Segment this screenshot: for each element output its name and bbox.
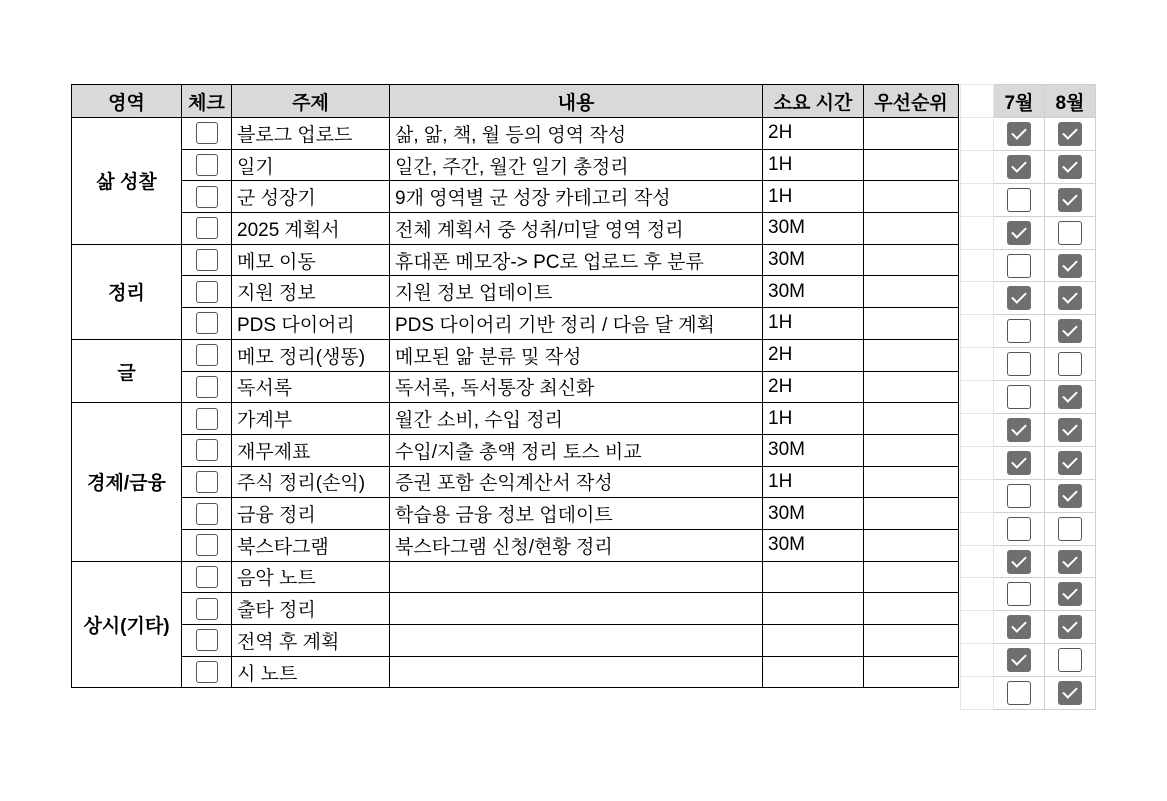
month-row bbox=[961, 183, 1096, 216]
table-row bbox=[72, 308, 959, 340]
july-checkbox[interactable] bbox=[1007, 352, 1031, 376]
content-cell: 9개 영역별 군 성장 카테고리 작성 bbox=[390, 181, 763, 213]
august-checkbox[interactable] bbox=[1058, 550, 1082, 574]
july-checkbox[interactable] bbox=[1007, 517, 1031, 541]
august-checkbox[interactable] bbox=[1058, 418, 1082, 442]
time-cell: 1H bbox=[763, 403, 864, 435]
header-check: 체크 bbox=[182, 85, 232, 118]
area-label: 상시(기타) bbox=[72, 561, 182, 688]
august-checkbox[interactable] bbox=[1058, 681, 1082, 705]
time-cell bbox=[763, 561, 864, 593]
time-cell: 30M bbox=[763, 213, 864, 245]
topic-cell: 블로그 업로드 bbox=[232, 118, 390, 150]
content-cell bbox=[390, 656, 763, 688]
task-checkbox[interactable] bbox=[196, 154, 218, 176]
check-cell bbox=[182, 371, 232, 403]
month-gap-cell bbox=[961, 578, 994, 611]
july-cell bbox=[994, 381, 1045, 414]
month-gap-cell bbox=[961, 315, 994, 348]
content-cell: 전체 계획서 중 성취/미달 영역 정리 bbox=[390, 213, 763, 245]
content-cell: 학습용 금융 정보 업데이트 bbox=[390, 498, 763, 530]
topic-cell: 지원 정보 bbox=[232, 276, 390, 308]
month-gap-cell bbox=[961, 512, 994, 545]
july-cell bbox=[994, 150, 1045, 183]
month-row bbox=[961, 216, 1096, 249]
month-row bbox=[961, 644, 1096, 677]
july-cell bbox=[994, 315, 1045, 348]
content-cell bbox=[390, 593, 763, 625]
task-checkbox[interactable] bbox=[196, 566, 218, 588]
task-checkbox[interactable] bbox=[196, 122, 218, 144]
check-cell bbox=[182, 118, 232, 150]
task-checkbox[interactable] bbox=[196, 344, 218, 366]
august-checkbox[interactable] bbox=[1058, 451, 1082, 475]
july-cell bbox=[994, 446, 1045, 479]
topic-cell: 출타 정리 bbox=[232, 593, 390, 625]
month-row bbox=[961, 611, 1096, 644]
july-checkbox[interactable] bbox=[1007, 550, 1031, 574]
month-gap-cell bbox=[961, 677, 994, 710]
topic-cell: 독서록 bbox=[232, 371, 390, 403]
month-row bbox=[961, 150, 1096, 183]
july-cell bbox=[994, 545, 1045, 578]
task-checkbox[interactable] bbox=[196, 217, 218, 239]
table-row bbox=[72, 403, 959, 435]
month-gap-cell bbox=[961, 249, 994, 282]
table-row bbox=[72, 561, 959, 593]
july-checkbox[interactable] bbox=[1007, 221, 1031, 245]
month-row bbox=[961, 512, 1096, 545]
time-cell: 1H bbox=[763, 466, 864, 498]
august-checkbox[interactable] bbox=[1058, 582, 1082, 606]
priority-cell[interactable] bbox=[864, 498, 959, 530]
table-row bbox=[72, 529, 959, 561]
task-checkbox[interactable] bbox=[196, 249, 218, 271]
august-cell bbox=[1045, 381, 1096, 414]
priority-cell[interactable] bbox=[864, 403, 959, 435]
time-cell bbox=[763, 625, 864, 657]
table-row bbox=[72, 181, 959, 213]
priority-cell[interactable] bbox=[864, 276, 959, 308]
content-cell bbox=[390, 561, 763, 593]
month-gap-cell bbox=[961, 479, 994, 512]
august-cell bbox=[1045, 414, 1096, 447]
month-gap-cell bbox=[961, 150, 994, 183]
header-july: 7월 bbox=[994, 85, 1045, 118]
july-cell bbox=[994, 479, 1045, 512]
topic-cell: 메모 정리(생똥) bbox=[232, 339, 390, 371]
table-row bbox=[72, 498, 959, 530]
check-cell bbox=[182, 244, 232, 276]
area-label: 글 bbox=[72, 339, 182, 402]
july-checkbox[interactable] bbox=[1007, 615, 1031, 639]
table-row bbox=[72, 244, 959, 276]
priority-cell[interactable] bbox=[864, 593, 959, 625]
content-cell: PDS 다이어리 기반 정리 / 다음 달 계획 bbox=[390, 308, 763, 340]
check-cell bbox=[182, 403, 232, 435]
month-row bbox=[961, 249, 1096, 282]
july-checkbox[interactable] bbox=[1007, 648, 1031, 672]
month-row bbox=[961, 545, 1096, 578]
priority-cell[interactable] bbox=[864, 625, 959, 657]
area-label: 삶 성찰 bbox=[72, 118, 182, 245]
priority-cell[interactable] bbox=[864, 181, 959, 213]
time-cell bbox=[763, 593, 864, 625]
table-row bbox=[72, 149, 959, 181]
august-cell bbox=[1045, 479, 1096, 512]
august-cell bbox=[1045, 611, 1096, 644]
task-checkbox[interactable] bbox=[196, 629, 218, 651]
month-header-row bbox=[961, 85, 1096, 118]
topic-cell: 시 노트 bbox=[232, 656, 390, 688]
task-checkbox[interactable] bbox=[196, 598, 218, 620]
august-cell bbox=[1045, 183, 1096, 216]
priority-cell[interactable] bbox=[864, 118, 959, 150]
priority-cell[interactable] bbox=[864, 529, 959, 561]
month-row bbox=[961, 479, 1096, 512]
august-checkbox[interactable] bbox=[1058, 484, 1082, 508]
content-cell: 지원 정보 업데이트 bbox=[390, 276, 763, 308]
july-checkbox[interactable] bbox=[1007, 451, 1031, 475]
task-checkbox[interactable] bbox=[196, 471, 218, 493]
priority-cell[interactable] bbox=[864, 656, 959, 688]
july-cell bbox=[994, 611, 1045, 644]
august-cell bbox=[1045, 644, 1096, 677]
august-cell bbox=[1045, 249, 1096, 282]
check-cell bbox=[182, 434, 232, 466]
august-checkbox[interactable] bbox=[1058, 221, 1082, 245]
table-row bbox=[72, 118, 959, 150]
table-row bbox=[72, 656, 959, 688]
month-row bbox=[961, 315, 1096, 348]
month-gap-cell bbox=[961, 545, 994, 578]
check-cell bbox=[182, 593, 232, 625]
content-cell: 독서록, 독서통장 최신화 bbox=[390, 371, 763, 403]
task-checkbox[interactable] bbox=[196, 376, 218, 398]
month-row bbox=[961, 381, 1096, 414]
topic-cell: 주식 정리(손익) bbox=[232, 466, 390, 498]
month-row bbox=[961, 118, 1096, 151]
check-cell bbox=[182, 466, 232, 498]
time-cell: 1H bbox=[763, 181, 864, 213]
topic-cell: 일기 bbox=[232, 149, 390, 181]
task-table bbox=[71, 84, 959, 688]
month-gap-cell bbox=[961, 414, 994, 447]
july-checkbox[interactable] bbox=[1007, 155, 1031, 179]
time-cell: 30M bbox=[763, 244, 864, 276]
month-gap-cell bbox=[961, 446, 994, 479]
priority-cell[interactable] bbox=[864, 339, 959, 371]
table-row bbox=[72, 466, 959, 498]
august-checkbox[interactable] bbox=[1058, 188, 1082, 212]
july-checkbox[interactable] bbox=[1007, 418, 1031, 442]
august-checkbox[interactable] bbox=[1058, 122, 1082, 146]
july-checkbox[interactable] bbox=[1007, 582, 1031, 606]
august-cell bbox=[1045, 348, 1096, 381]
month-gap-cell bbox=[961, 644, 994, 677]
month-gap-cell bbox=[961, 611, 994, 644]
july-checkbox[interactable] bbox=[1007, 286, 1031, 310]
table-row bbox=[72, 339, 959, 371]
july-cell bbox=[994, 348, 1045, 381]
august-checkbox[interactable] bbox=[1058, 615, 1082, 639]
august-cell bbox=[1045, 216, 1096, 249]
task-checkbox[interactable] bbox=[196, 661, 218, 683]
month-gap-cell bbox=[961, 381, 994, 414]
header-priority: 우선순위 bbox=[864, 85, 959, 118]
check-cell bbox=[182, 276, 232, 308]
check-cell bbox=[182, 625, 232, 657]
july-checkbox[interactable] bbox=[1007, 681, 1031, 705]
header-time: 소요 시간 bbox=[763, 85, 864, 118]
july-checkbox[interactable] bbox=[1007, 385, 1031, 409]
july-cell bbox=[994, 118, 1045, 151]
content-cell: 수입/지출 총액 정리 토스 비교 bbox=[390, 434, 763, 466]
content-cell: 메모된 앎 분류 및 작성 bbox=[390, 339, 763, 371]
area-label: 경제/금융 bbox=[72, 403, 182, 561]
july-cell bbox=[994, 677, 1045, 710]
month-row bbox=[961, 446, 1096, 479]
content-cell: 월간 소비, 수입 정리 bbox=[390, 403, 763, 435]
july-cell bbox=[994, 644, 1045, 677]
august-checkbox[interactable] bbox=[1058, 155, 1082, 179]
header-content: 내용 bbox=[390, 85, 763, 118]
august-cell bbox=[1045, 446, 1096, 479]
content-cell: 삶, 앎, 책, 월 등의 영역 작성 bbox=[390, 118, 763, 150]
content-cell: 증권 포함 손익계산서 작성 bbox=[390, 466, 763, 498]
content-cell bbox=[390, 625, 763, 657]
july-cell bbox=[994, 216, 1045, 249]
month-gap-cell bbox=[961, 85, 994, 118]
table-row bbox=[72, 593, 959, 625]
august-cell bbox=[1045, 118, 1096, 151]
task-checkbox[interactable] bbox=[196, 408, 218, 430]
month-row bbox=[961, 348, 1096, 381]
topic-cell: 전역 후 계획 bbox=[232, 625, 390, 657]
july-cell bbox=[994, 183, 1045, 216]
month-gap-cell bbox=[961, 216, 994, 249]
check-cell bbox=[182, 339, 232, 371]
task-checkbox[interactable] bbox=[196, 503, 218, 525]
priority-cell[interactable] bbox=[864, 244, 959, 276]
priority-cell[interactable] bbox=[864, 213, 959, 245]
july-cell bbox=[994, 249, 1045, 282]
july-cell bbox=[994, 512, 1045, 545]
header-area: 영역 bbox=[72, 85, 182, 118]
check-cell bbox=[182, 149, 232, 181]
topic-cell: 2025 계획서 bbox=[232, 213, 390, 245]
table-row bbox=[72, 276, 959, 308]
topic-cell: 음악 노트 bbox=[232, 561, 390, 593]
august-cell bbox=[1045, 545, 1096, 578]
task-checkbox[interactable] bbox=[196, 439, 218, 461]
check-cell bbox=[182, 561, 232, 593]
month-gap-cell bbox=[961, 118, 994, 151]
topic-cell: 메모 이동 bbox=[232, 244, 390, 276]
priority-cell[interactable] bbox=[864, 434, 959, 466]
content-cell: 일간, 주간, 월간 일기 총정리 bbox=[390, 149, 763, 181]
august-checkbox[interactable] bbox=[1058, 517, 1082, 541]
time-cell: 30M bbox=[763, 498, 864, 530]
july-cell bbox=[994, 282, 1045, 315]
table-row bbox=[72, 625, 959, 657]
time-cell: 1H bbox=[763, 149, 864, 181]
check-cell bbox=[182, 308, 232, 340]
content-cell: 북스타그램 신청/현황 정리 bbox=[390, 529, 763, 561]
july-checkbox[interactable] bbox=[1007, 319, 1031, 343]
time-cell: 30M bbox=[763, 434, 864, 466]
august-checkbox[interactable] bbox=[1058, 286, 1082, 310]
july-checkbox[interactable] bbox=[1007, 254, 1031, 278]
month-row bbox=[961, 414, 1096, 447]
priority-cell[interactable] bbox=[864, 149, 959, 181]
check-cell bbox=[182, 213, 232, 245]
content-cell: 휴대폰 메모장-> PC로 업로드 후 분류 bbox=[390, 244, 763, 276]
august-cell bbox=[1045, 677, 1096, 710]
header-row bbox=[72, 85, 959, 118]
time-cell: 1H bbox=[763, 308, 864, 340]
month-gap-cell bbox=[961, 183, 994, 216]
august-checkbox[interactable] bbox=[1058, 254, 1082, 278]
check-cell bbox=[182, 498, 232, 530]
table-row bbox=[72, 371, 959, 403]
august-checkbox[interactable] bbox=[1058, 319, 1082, 343]
topic-cell: 가계부 bbox=[232, 403, 390, 435]
month-row bbox=[961, 578, 1096, 611]
july-cell bbox=[994, 578, 1045, 611]
table-row bbox=[72, 213, 959, 245]
august-cell bbox=[1045, 150, 1096, 183]
time-cell: 30M bbox=[763, 276, 864, 308]
task-checkbox[interactable] bbox=[196, 281, 218, 303]
monthly-check-table bbox=[960, 84, 1096, 710]
time-cell: 2H bbox=[763, 339, 864, 371]
area-label: 정리 bbox=[72, 244, 182, 339]
month-row bbox=[961, 282, 1096, 315]
table-row bbox=[72, 434, 959, 466]
topic-cell: 군 성장기 bbox=[232, 181, 390, 213]
august-cell bbox=[1045, 512, 1096, 545]
month-gap-cell bbox=[961, 282, 994, 315]
task-checkbox[interactable] bbox=[196, 186, 218, 208]
july-checkbox[interactable] bbox=[1007, 122, 1031, 146]
check-cell bbox=[182, 529, 232, 561]
august-cell bbox=[1045, 282, 1096, 315]
topic-cell: 재무제표 bbox=[232, 434, 390, 466]
topic-cell: 북스타그램 bbox=[232, 529, 390, 561]
header-august: 8월 bbox=[1045, 85, 1096, 118]
priority-cell[interactable] bbox=[864, 466, 959, 498]
check-cell bbox=[182, 181, 232, 213]
july-checkbox[interactable] bbox=[1007, 484, 1031, 508]
task-checkbox[interactable] bbox=[196, 312, 218, 334]
priority-cell[interactable] bbox=[864, 371, 959, 403]
time-cell: 2H bbox=[763, 118, 864, 150]
august-checkbox[interactable] bbox=[1058, 385, 1082, 409]
topic-cell: 금융 정리 bbox=[232, 498, 390, 530]
check-cell bbox=[182, 656, 232, 688]
august-cell bbox=[1045, 578, 1096, 611]
priority-cell[interactable] bbox=[864, 308, 959, 340]
task-checkbox[interactable] bbox=[196, 534, 218, 556]
august-checkbox[interactable] bbox=[1058, 648, 1082, 672]
july-checkbox[interactable] bbox=[1007, 188, 1031, 212]
header-topic: 주제 bbox=[232, 85, 390, 118]
august-checkbox[interactable] bbox=[1058, 352, 1082, 376]
july-cell bbox=[994, 414, 1045, 447]
time-cell bbox=[763, 656, 864, 688]
month-gap-cell bbox=[961, 348, 994, 381]
priority-cell[interactable] bbox=[864, 561, 959, 593]
topic-cell: PDS 다이어리 bbox=[232, 308, 390, 340]
month-row bbox=[961, 677, 1096, 710]
time-cell: 2H bbox=[763, 371, 864, 403]
time-cell: 30M bbox=[763, 529, 864, 561]
august-cell bbox=[1045, 315, 1096, 348]
